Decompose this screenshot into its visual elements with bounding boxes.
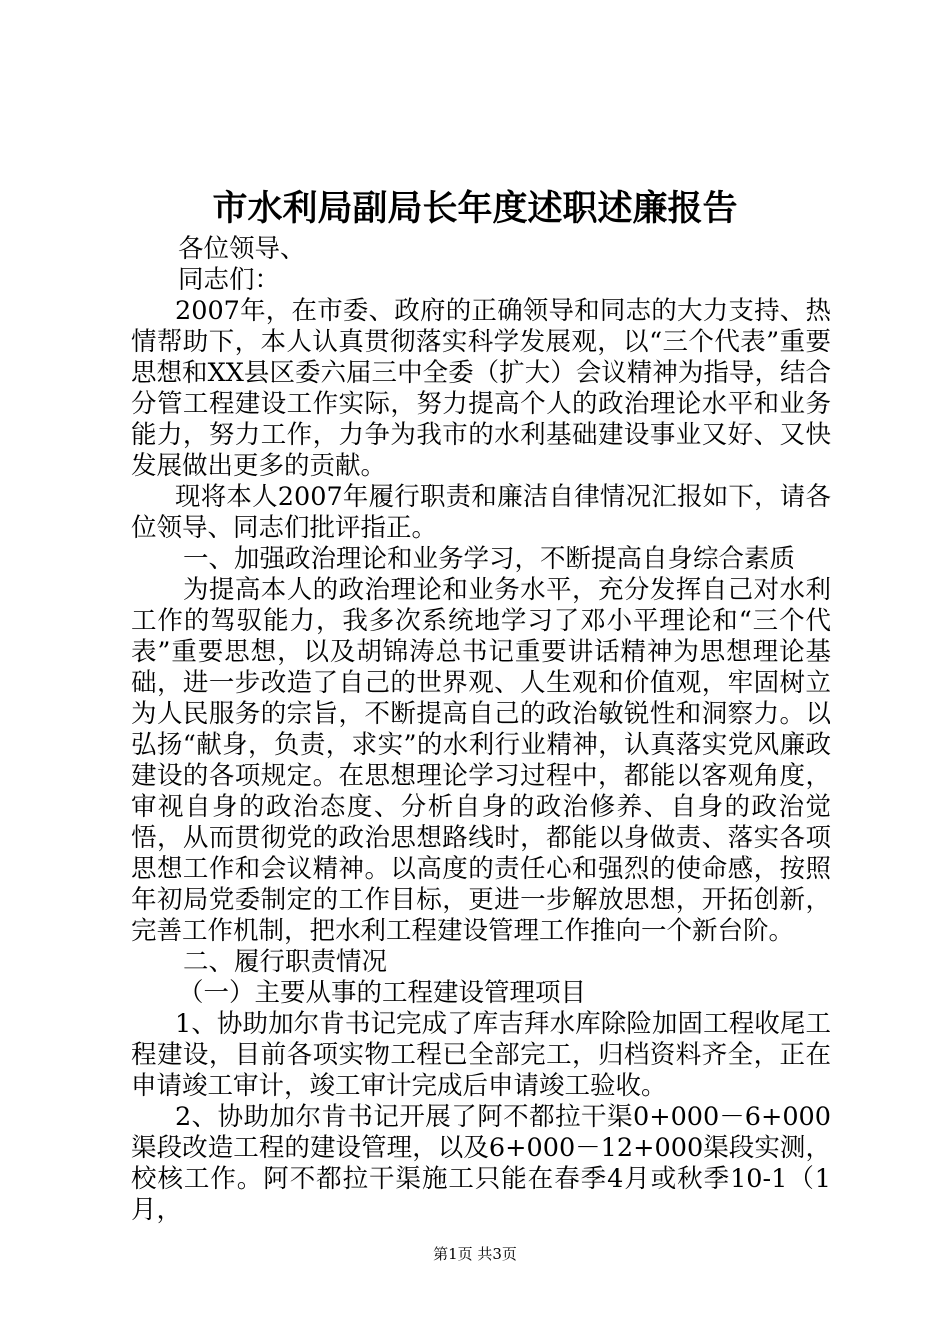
paragraph-item-2: 2、协助加尔肯书记开展了阿不都拉干渠0+000－6+000渠段改造工程的建设管理，以及6+000－12+000渠段实测，校核工作。阿不都拉干渠施工只能在春季4月或秋季10-1（1月， bbox=[131, 1102, 831, 1225]
document-body bbox=[131, 234, 831, 1226]
salutation-line-1: 各位领导、 bbox=[178, 234, 306, 264]
subsection-heading-1: （一）主要从事的工程建设管理项目 bbox=[178, 978, 587, 1008]
page-footer: 第1页 共3页 bbox=[433, 1245, 517, 1263]
paragraph-report-notice: 现将本人2007年履行职责和廉洁自律情况汇报如下，请各位领导、同志们批评指正。 bbox=[131, 482, 831, 543]
salutation-line-2: 同志们： bbox=[178, 265, 281, 295]
section-heading-2: 二、履行职责情况 bbox=[183, 947, 388, 977]
paragraph-item-1: 1、协助加尔肯书记完成了库吉拜水库除险加固工程收尾工程建设，目前各项实物工程已全部完工，归档资料齐全，正在申请竣工审计，竣工审计完成后申请竣工验收。 bbox=[131, 1009, 831, 1101]
document-title: 市水利局副局长年度述职述廉报告 bbox=[212, 188, 738, 229]
section-heading-1: 一、加强政治理论和业务学习，不断提高自身综合素质 bbox=[183, 544, 796, 574]
paragraph-intro: 2007年，在市委、政府的正确领导和同志的大力支持、热情帮助下，本人认真贯彻落实科学发展观，以“三个代表”重要思想和XX县区委六届三中全委（扩大）会议精神为指导，结合分管工程建设工作实际，努力提高个人的政治理论水平和业务能力，努力工作，力争为我市的水利基础建设事业又好、又快发展做出更多的贡献。 bbox=[131, 296, 831, 481]
paragraph-study: 为提高本人的政治理论和业务水平，充分发挥自己对水利工作的驾驭能力，我多次系统地学习了邓小平理论和“三个代表”重要思想，以及胡锦涛总书记重要讲话精神为思想理论基础，进一步改造了自己的世界观、人生观和价值观，牢固树立为人民服务的宗旨，不断提高自己的政治敏锐性和洞察力。以弘扬“献身，负责，求实”的水利行业精神，认真落实党风廉政建设的各项规定。在思想理论学习过程中，都能以客观角度，审视自身的政治态度、分析自身的政治修养、自身的政治觉悟，从而贯彻党的政治思想路线时，都能以身做责、落实各项思想工作和会议精神。以高度的责任心和强烈的使命感，按照年初局党委制定的工作目标，更进一步解放思想，开拓创新，完善工作机制，把水利工程建设管理工作推向一个新台阶。 bbox=[131, 575, 831, 946]
